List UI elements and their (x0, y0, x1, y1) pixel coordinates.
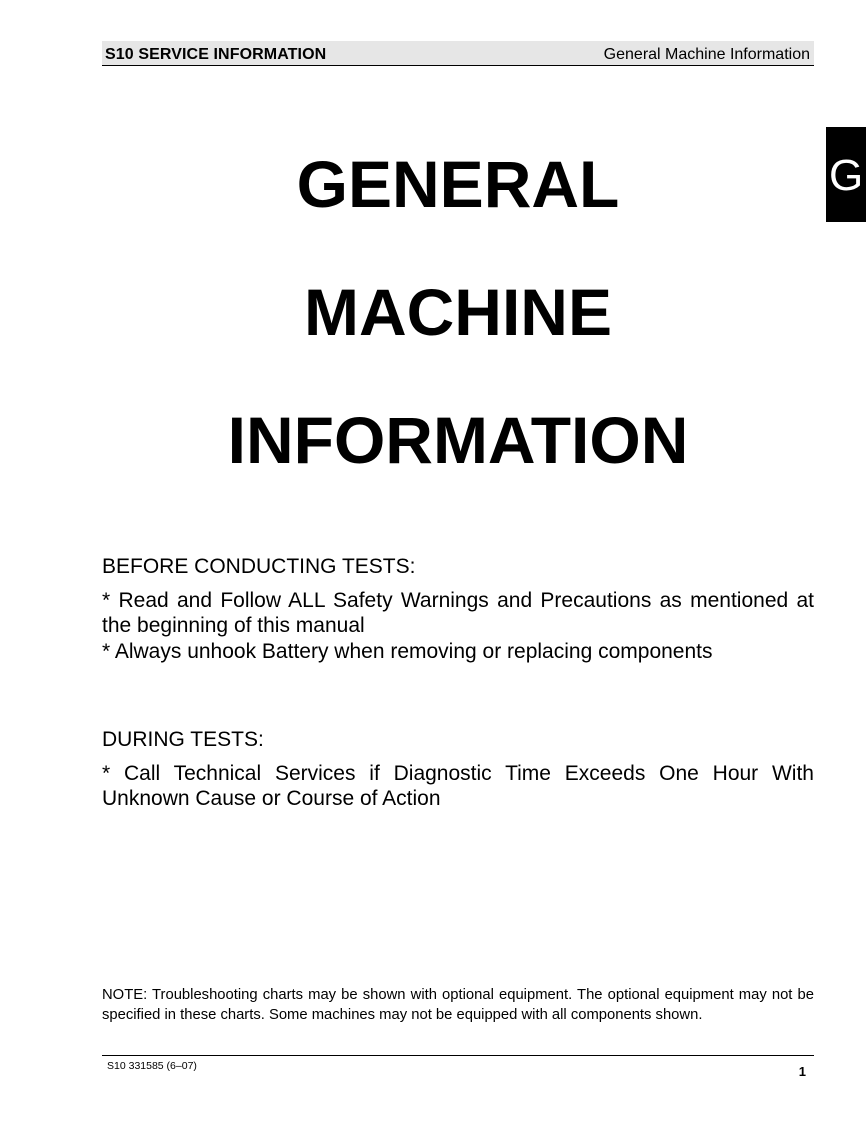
before-tests-heading: BEFORE CONDUCTING TESTS: (102, 555, 416, 578)
header-manual-title: S10 SERVICE INFORMATION (105, 46, 327, 63)
during-tests-heading: DURING TESTS: (102, 728, 264, 751)
during-item-technical-services: * Call Technical Services if Diagnostic Time Exceeds One Hour With Unknown Cause or Course of Action (102, 762, 814, 810)
footer-doc-code: S10 331585 (6–07) (107, 1060, 197, 1072)
footer-divider (102, 1055, 814, 1056)
before-item-safety: * Read and Follow ALL Safety Warnings and Precautions as mentioned at the beginning of this manual (102, 589, 814, 637)
section-tab (826, 127, 866, 222)
title-line-2: MACHINE (304, 275, 612, 349)
note-paragraph: NOTE: Troubleshooting charts may be shown with optional equipment. The optional equipment may not be specified in these charts. Some machines may not be equipped with all components shown. (102, 987, 814, 1023)
header-section-title: General Machine Information (603, 46, 810, 63)
before-item-battery: * Always unhook Battery when removing or replacing components (102, 640, 713, 663)
section-tab-letter: G (829, 151, 864, 200)
title-line-3: INFORMATION (227, 403, 689, 477)
page-header (102, 41, 814, 66)
title-line-1: GENERAL (296, 147, 620, 221)
page-number: 1 (798, 1064, 806, 1079)
